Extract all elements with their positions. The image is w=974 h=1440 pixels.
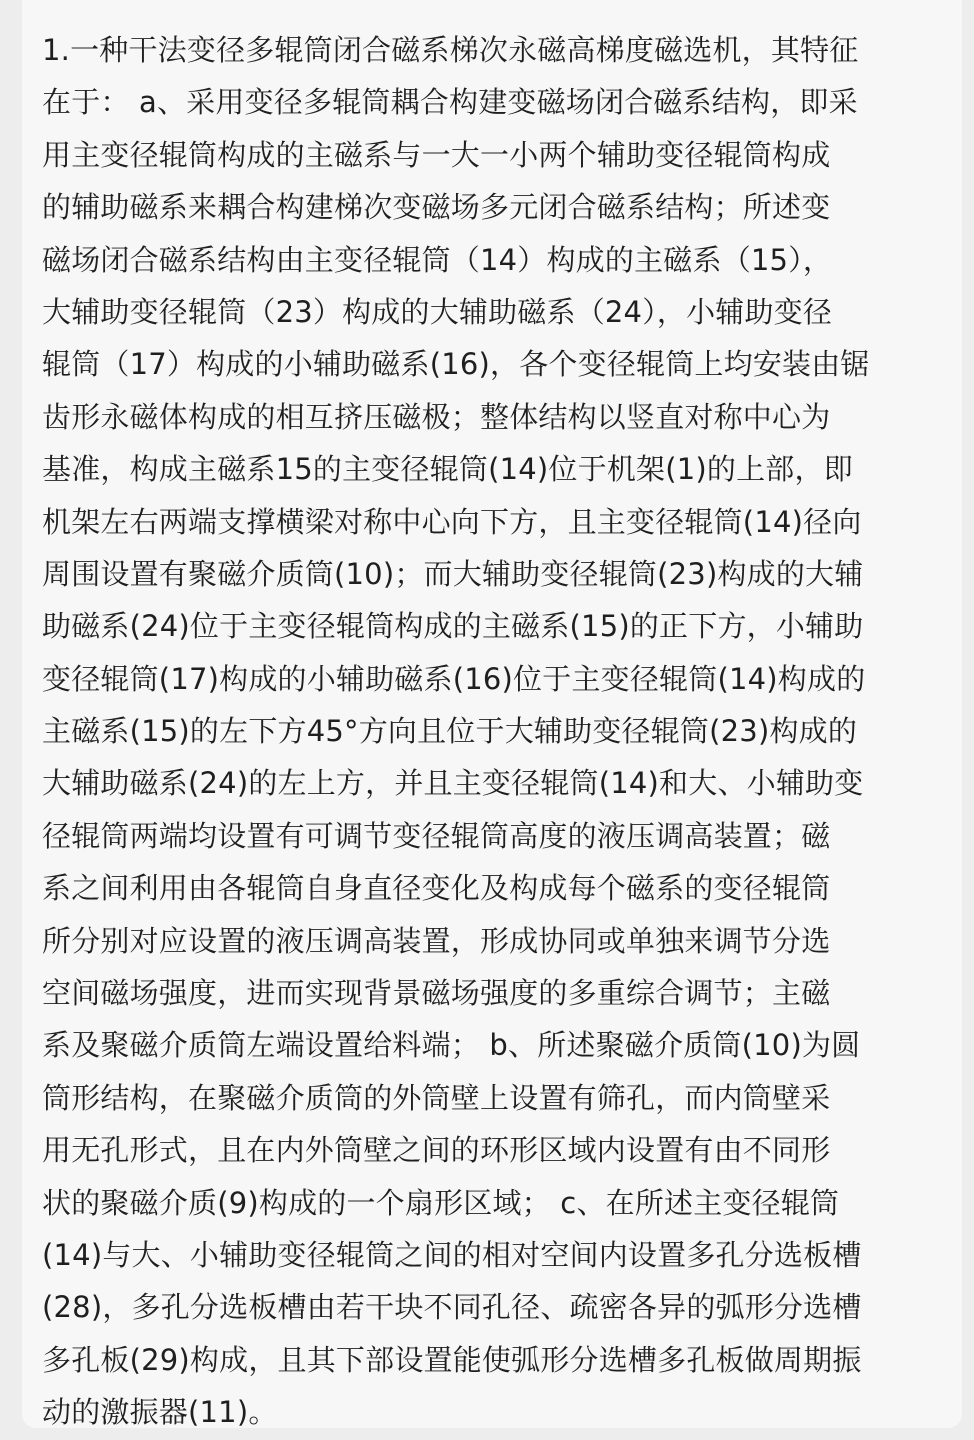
claim-line: 系及聚磁介质筒左端设置给料端； b、所述聚磁介质筒(10)为圆 <box>42 1028 861 1063</box>
claim-line: 变径辊筒(17)构成的小辅助磁系(16)位于主变径辊筒(14)构成的 <box>42 661 866 696</box>
claim-line: 1.一种干法变径多辊筒闭合磁系梯次永磁高梯度磁选机，其特征 <box>42 33 859 67</box>
claim-line: 的辅助磁系来耦合构建梯次变磁场多元闭合磁系结构；所述变 <box>42 190 831 225</box>
claim-line: 助磁系(24)位于主变径辊筒构成的主磁系(15)的正下方，小辅助 <box>42 609 864 644</box>
claim-line: 磁场闭合磁系结构由主变径辊筒（14）构成的主磁系（15）， <box>42 242 833 277</box>
claim-line: 大辅助磁系(24)的左上方，并且主变径辊筒(14)和大、小辅助变 <box>42 766 864 801</box>
claim-line: 机架左右两端支撑横梁对称中心向下方，且主变径辊筒(14)径向 <box>42 504 862 539</box>
claim-line: 多孔板(29)构成，且其下部设置能使弧形分选槽多孔板做周期振 <box>42 1342 862 1377</box>
claim-line: 状的聚磁介质(9)构成的一个扇形区域； c、在所述主变径辊筒 <box>42 1185 840 1220</box>
claim-line: 用主变径辊筒构成的主磁系与一大一小两个辅助变径辊筒构成 <box>42 137 831 172</box>
claim-line: (28)，多孔分选板槽由若干块不同孔径、疏密各异的弧形分选槽 <box>42 1290 862 1325</box>
claim-line: 齿形永磁体构成的相互挤压磁极；整体结构以竖直对称中心为 <box>42 399 831 434</box>
claim-card <box>22 0 962 1428</box>
claim-line: 大辅助变径辊筒（23）构成的大辅助磁系（24），小辅助变径 <box>42 294 833 329</box>
claim-line: 在于： a、采用变径多辊筒耦合构建变磁场闭合磁系结构，即采 <box>42 85 858 120</box>
claim-line: 基准，构成主磁系15的主变径辊筒(14)位于机架(1)的上部，即 <box>42 452 853 487</box>
claim-line: (14)与大、小辅助变径辊筒之间的相对空间内设置多孔分选板槽 <box>42 1237 862 1272</box>
claim-line: 系之间利用由各辊筒自身直径变化及构成每个磁系的变径辊筒 <box>42 871 831 906</box>
claim-line: 筒形结构，在聚磁介质筒的外筒壁上设置有筛孔，而内筒壁采 <box>42 1080 831 1115</box>
claim-line: 用无孔形式，且在内外筒壁之间的环形区域内设置有由不同形 <box>42 1133 831 1168</box>
claim-line: 径辊筒两端均设置有可调节变径辊筒高度的液压调高装置；磁 <box>42 818 831 853</box>
claim-line: 动的激振器(11)。 <box>42 1395 278 1430</box>
claim-line: 空间磁场强度，进而实现背景磁场强度的多重综合调节；主磁 <box>42 976 831 1011</box>
claim-line: 辊筒（17）构成的小辅助磁系(16)，各个变径辊筒上均安装由锯 <box>42 347 870 382</box>
claim-line: 主磁系(15)的左下方45°方向且位于大辅助变径辊筒(23)构成的 <box>42 714 858 749</box>
claim-line: 周围设置有聚磁介质筒(10)；而大辅助变径辊筒(23)构成的大辅 <box>42 556 864 591</box>
claim-text <box>42 24 937 1439</box>
claim-line: 所分别对应设置的液压调高装置，形成协同或单独来调节分选 <box>42 923 831 958</box>
